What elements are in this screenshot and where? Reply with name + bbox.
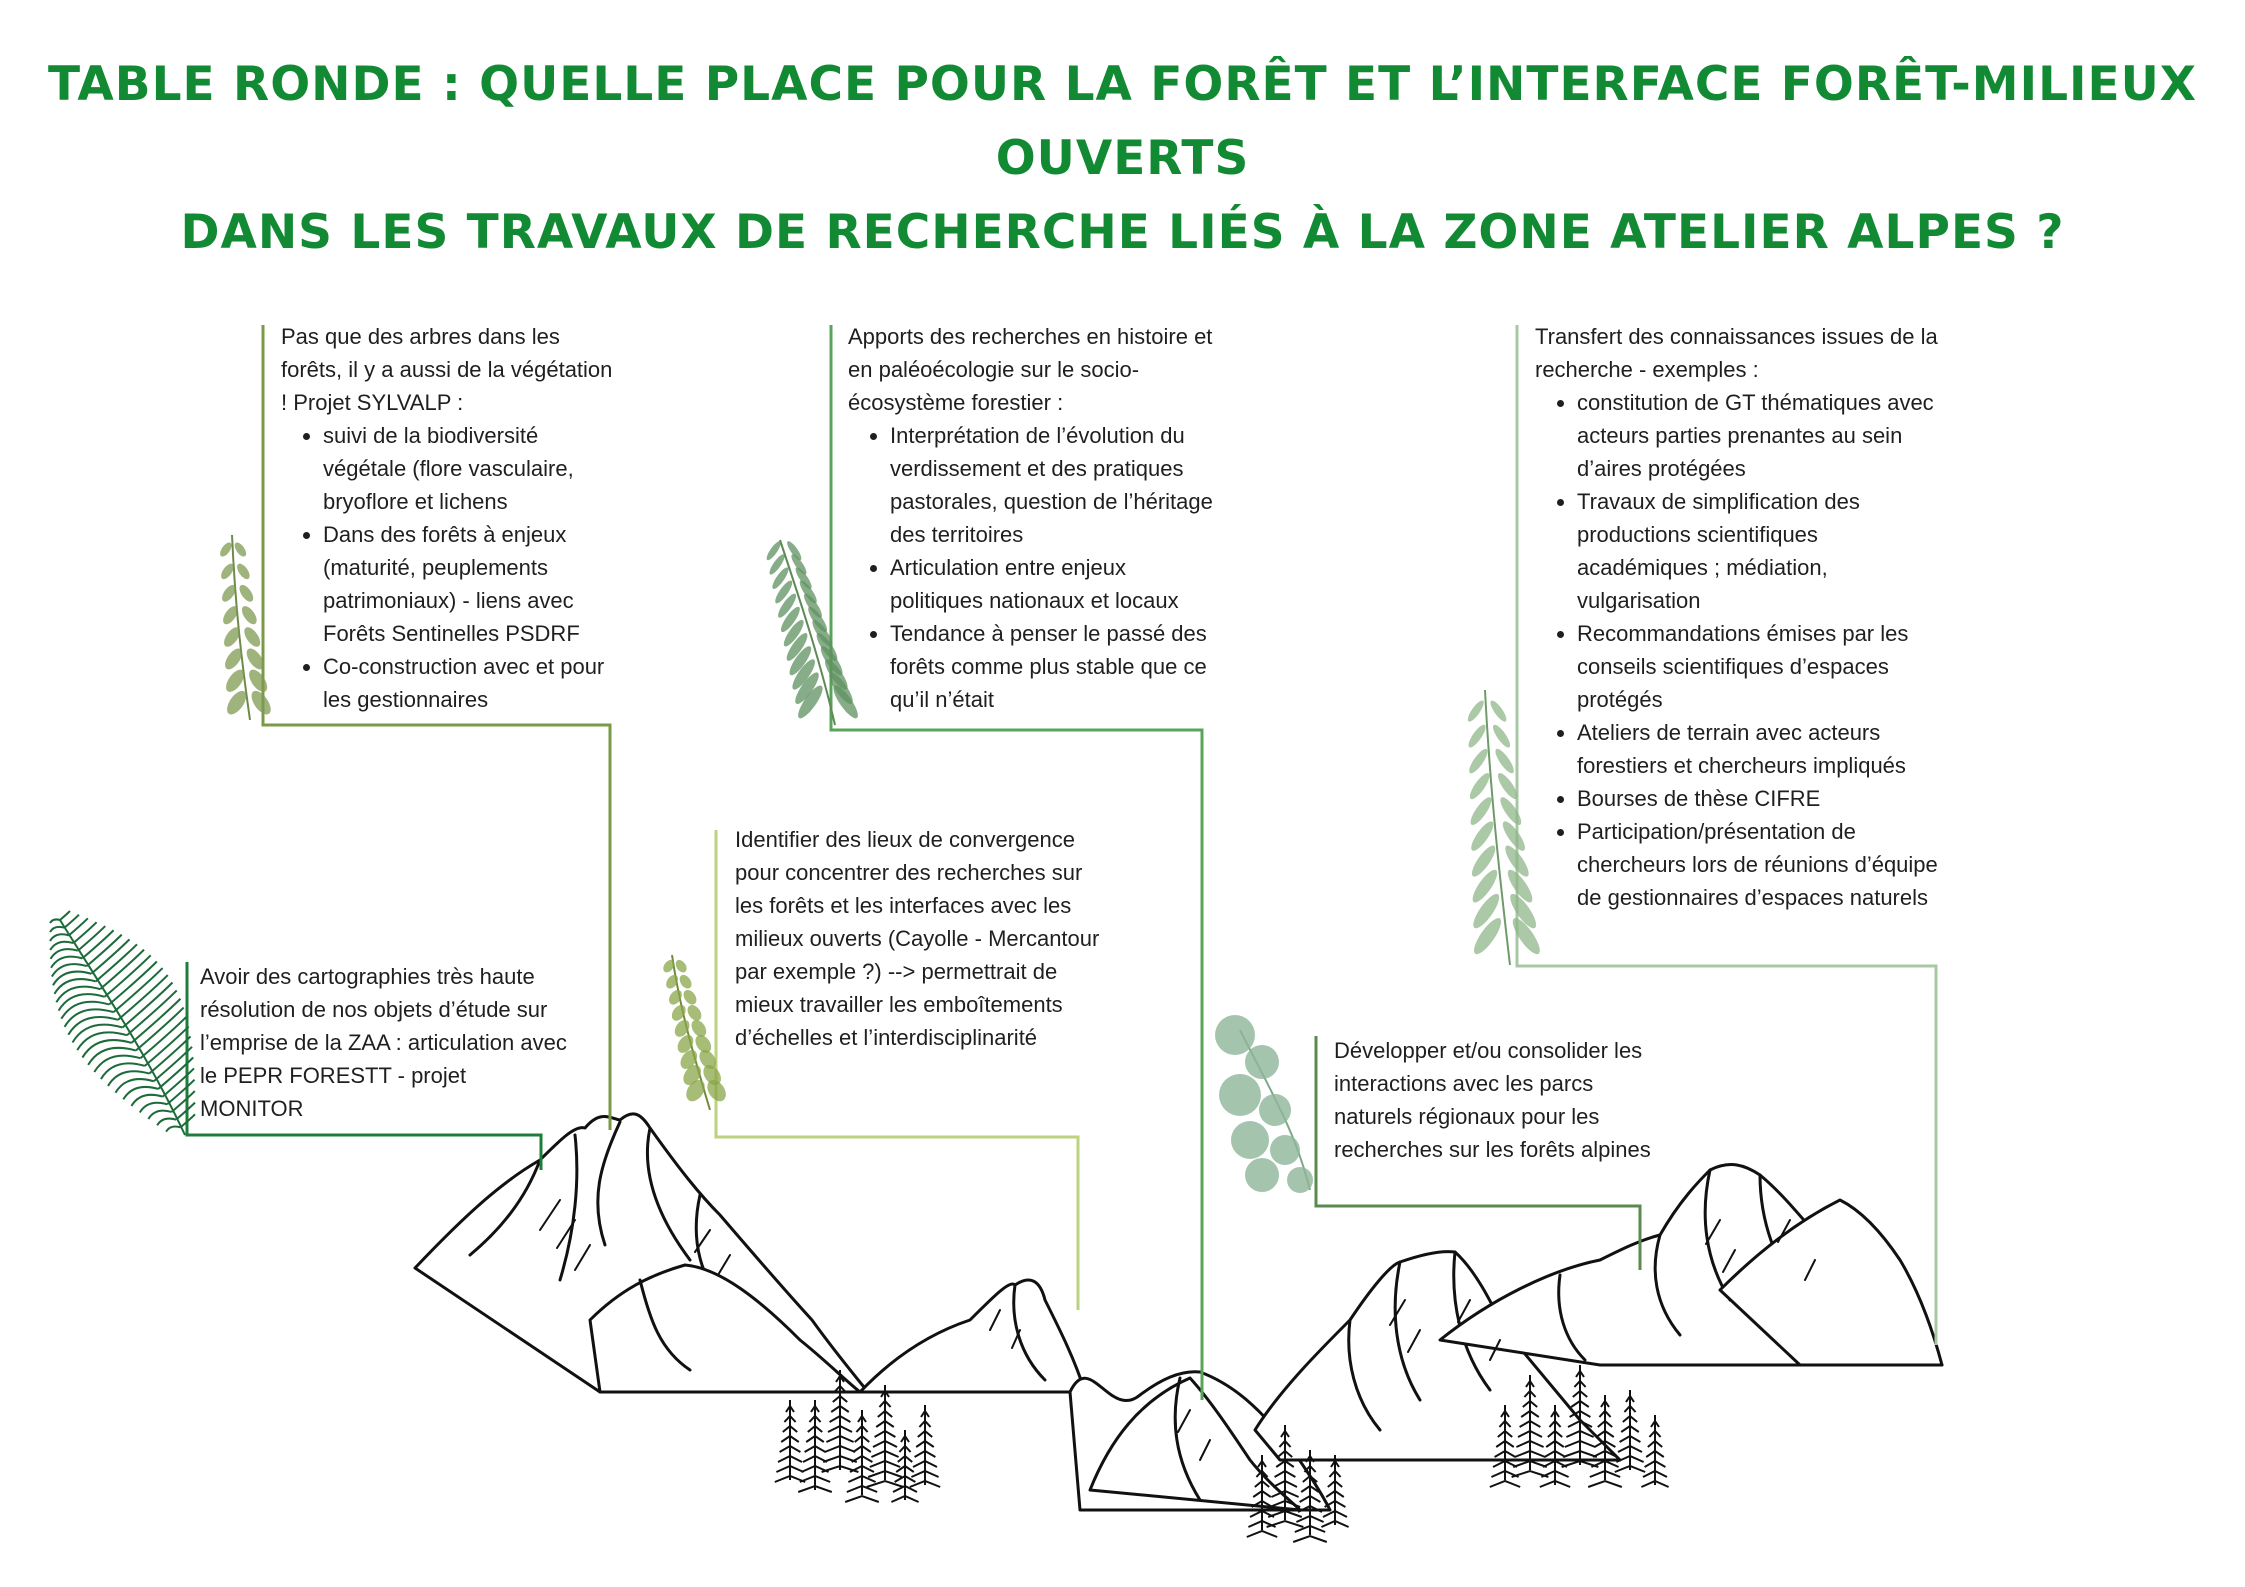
vegetation-intro: Pas que des arbres dans les forêts, il y a aussi de la végétation ! Projet SYLVALP : bbox=[281, 324, 613, 415]
list-item: • Tendance à penser le passé des forêts comme plus stable que ce qu’il n’était bbox=[890, 617, 1218, 716]
list-item: • Bourses de thèse CIFRE bbox=[1577, 782, 1950, 815]
vegetation-list bbox=[281, 419, 621, 716]
mapping-text: Avoir des cartographies très haute résolution de nos objets d’étude sur l’emprise de la ZAA : articulation avec le PEPR FORESTT - projet MONITOR bbox=[200, 964, 567, 1121]
list-item: • Participation/présentation de chercheurs lors de réunions d’équipe de gestionnaires d’espaces naturels bbox=[1577, 815, 1950, 914]
pine-tree-icon bbox=[775, 1400, 805, 1482]
parks-text: Développer et/ou consolider les interactions avec les parcs naturels régionaux pour les recherches sur les forêts alpines bbox=[1334, 1038, 1651, 1162]
block-history bbox=[848, 320, 1218, 716]
block-mapping bbox=[200, 960, 570, 1125]
list-item: • Interprétation de l’évolution du verdissement et des pratiques pastorales, question de l’héritage des territoires bbox=[890, 419, 1218, 551]
list-item: • suivi de la biodiversité végétale (flore vasculaire, bryoflore et lichens bbox=[323, 419, 621, 518]
block-convergence bbox=[735, 823, 1105, 1054]
title-line-2: DANS LES TRAVAUX DE RECHERCHE LIÉS À LA ZONE ATELIER ALPES ? bbox=[180, 205, 2065, 260]
fern-frond-icon bbox=[50, 911, 195, 1135]
history-intro: Apports des recherches en histoire et en paléoécologie sur le socio-écosystème forestier : bbox=[848, 324, 1213, 415]
pine-tree-icon bbox=[798, 1400, 832, 1492]
list-item: • Dans des forêts à enjeux (maturité, peuplements patrimoniaux) - liens avec Forêts Sentinelles PSDRF bbox=[323, 518, 621, 650]
fern-sprig-icon bbox=[218, 535, 275, 720]
convergence-text: Identifier des lieux de convergence pour concentrer des recherches sur les forêts et les interfaces avec les milieux ouverts (Cayolle - Mercantour par exemple ?) --> permettrait de mieux travailler les emboîtements d’échelles et l’interdisciplinarité bbox=[735, 827, 1100, 1050]
list-item: • Articulation entre enjeux politiques nationaux et locaux bbox=[890, 551, 1218, 617]
list-item: • Co-construction avec et pour les gestionnaires bbox=[323, 650, 621, 716]
list-item: • Travaux de simplification des productions scientifiques académiques ; médiation, vulgarisation bbox=[1577, 485, 1950, 617]
history-list bbox=[848, 419, 1218, 716]
fern-sprig-icon bbox=[1465, 690, 1544, 965]
list-item: • constitution de GT thématiques avec acteurs parties prenantes au sein d’aires protégées bbox=[1577, 386, 1950, 485]
block-transfer bbox=[1535, 320, 1950, 914]
list-item: • Recommandations émises par les conseils scientifiques d’espaces protégés bbox=[1577, 617, 1950, 716]
pine-tree-icon bbox=[910, 1405, 940, 1487]
list-item: • Ateliers de terrain avec acteurs forestiers et chercheurs impliqués bbox=[1577, 716, 1950, 782]
pine-tree-icon bbox=[1321, 1455, 1348, 1527]
eucalyptus-icon bbox=[1215, 1015, 1313, 1193]
pine-tree-icon bbox=[1641, 1415, 1668, 1487]
block-parks bbox=[1334, 1034, 1654, 1166]
olive-sprig-icon bbox=[661, 955, 730, 1110]
transfer-list bbox=[1535, 386, 1950, 914]
block-vegetation bbox=[281, 320, 621, 716]
title-line-1: TABLE RONDE : QUELLE PLACE POUR LA FORÊT ET L’INTERFACE FORÊT-MILIEUX OUVERTS bbox=[47, 57, 2198, 186]
transfer-intro: Transfert des connaissances issues de la recherche - exemples : bbox=[1535, 324, 1938, 382]
mountain-range-illustration bbox=[415, 1114, 1942, 1510]
pine-tree-icon bbox=[1615, 1390, 1645, 1472]
